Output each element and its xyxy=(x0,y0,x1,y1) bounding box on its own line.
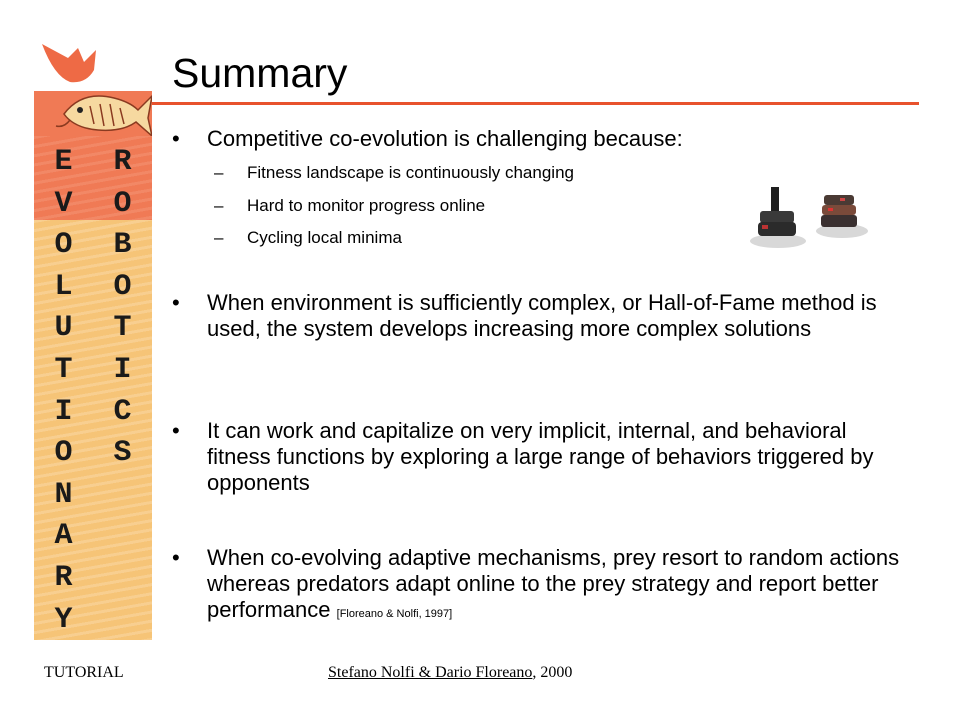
bullet-marker: • xyxy=(172,418,180,443)
banner-letter: Y xyxy=(54,602,73,637)
banner-letter: T xyxy=(54,352,73,387)
banner-letter: R xyxy=(113,145,132,179)
sub-bullet-text: Hard to monitor progress online xyxy=(247,196,486,215)
banner-letter-row xyxy=(34,225,152,267)
banner-letter xyxy=(93,600,152,642)
banner-letter-row xyxy=(34,184,152,226)
bullet-text xyxy=(207,545,907,627)
banner-letter-row xyxy=(34,142,152,184)
banner-letters xyxy=(34,142,152,641)
banner-letter-row xyxy=(34,475,152,517)
banner-letter: T xyxy=(113,311,132,346)
bird-fish-logo-icon xyxy=(34,36,152,136)
banner-letter: I xyxy=(113,352,132,387)
banner-letter xyxy=(93,558,152,600)
footer-tutorial: TUTORIAL xyxy=(44,664,124,681)
banner-letter: L xyxy=(54,269,73,304)
dash-marker: – xyxy=(214,163,224,182)
banner-letter-row xyxy=(34,267,152,309)
banner-letter-row xyxy=(34,516,152,558)
banner-letter-row xyxy=(34,308,152,350)
bullet-text: When environment is sufficiently complex, or Hall-of-Fame method is used, the system develops increasing more complex solutions xyxy=(207,290,877,341)
footer-year: , 2000 xyxy=(532,664,573,681)
banner-letter: C xyxy=(113,394,132,429)
banner-letter: E xyxy=(54,145,73,179)
banner-letter-row xyxy=(34,392,152,434)
title-underline xyxy=(152,102,919,105)
banner-letter: O xyxy=(54,436,73,471)
banner-letter xyxy=(93,475,152,517)
bullet-marker: • xyxy=(172,545,180,570)
footer-credit xyxy=(328,664,572,682)
banner-letter-row xyxy=(34,600,152,642)
banner-letter: I xyxy=(54,394,73,429)
banner-letter: A xyxy=(54,519,73,554)
banner-letter: U xyxy=(54,311,73,346)
banner-letter-row xyxy=(34,558,152,600)
banner-letter xyxy=(93,516,152,558)
bullet-body: When co-evolving adaptive mechanisms, prey resort to random actions whereas predators adapt online to the prey strategy and report better performance xyxy=(207,545,900,622)
banner-letter: V xyxy=(54,186,73,221)
footer-authors-link[interactable]: Stefano Nolfi & Dario Floreano xyxy=(328,664,533,681)
banner-letter-row xyxy=(34,433,152,475)
banner-letter: O xyxy=(113,269,132,304)
bullet-marker: • xyxy=(172,290,180,315)
dash-marker: – xyxy=(214,228,224,247)
sub-bullet-text: Fitness landscape is continuously changing xyxy=(247,163,574,182)
banner-letter-row xyxy=(34,350,152,392)
banner-letter: R xyxy=(54,560,73,595)
banner-letter: O xyxy=(54,228,73,263)
bullet-text: Competitive co-evolution is challenging because: xyxy=(207,126,683,151)
banner-letter: S xyxy=(113,436,132,471)
banner-letter: N xyxy=(54,477,73,512)
sub-bullet-text: Cycling local minima xyxy=(247,228,402,247)
slide-title: Summary xyxy=(172,50,348,96)
bullet-text: It can work and capitalize on very implicit, internal, and behavioral fitness functions by exploring a large range of behaviors triggered by opponents xyxy=(207,418,874,495)
bullet-marker: • xyxy=(172,126,180,151)
banner-letter: B xyxy=(113,228,132,263)
side-banner xyxy=(34,36,152,640)
banner-letter: O xyxy=(113,186,132,221)
dash-marker: – xyxy=(214,196,224,215)
citation: [Floreano & Nolfi, 1997] xyxy=(336,608,453,620)
robots-photo-icon xyxy=(744,165,878,265)
